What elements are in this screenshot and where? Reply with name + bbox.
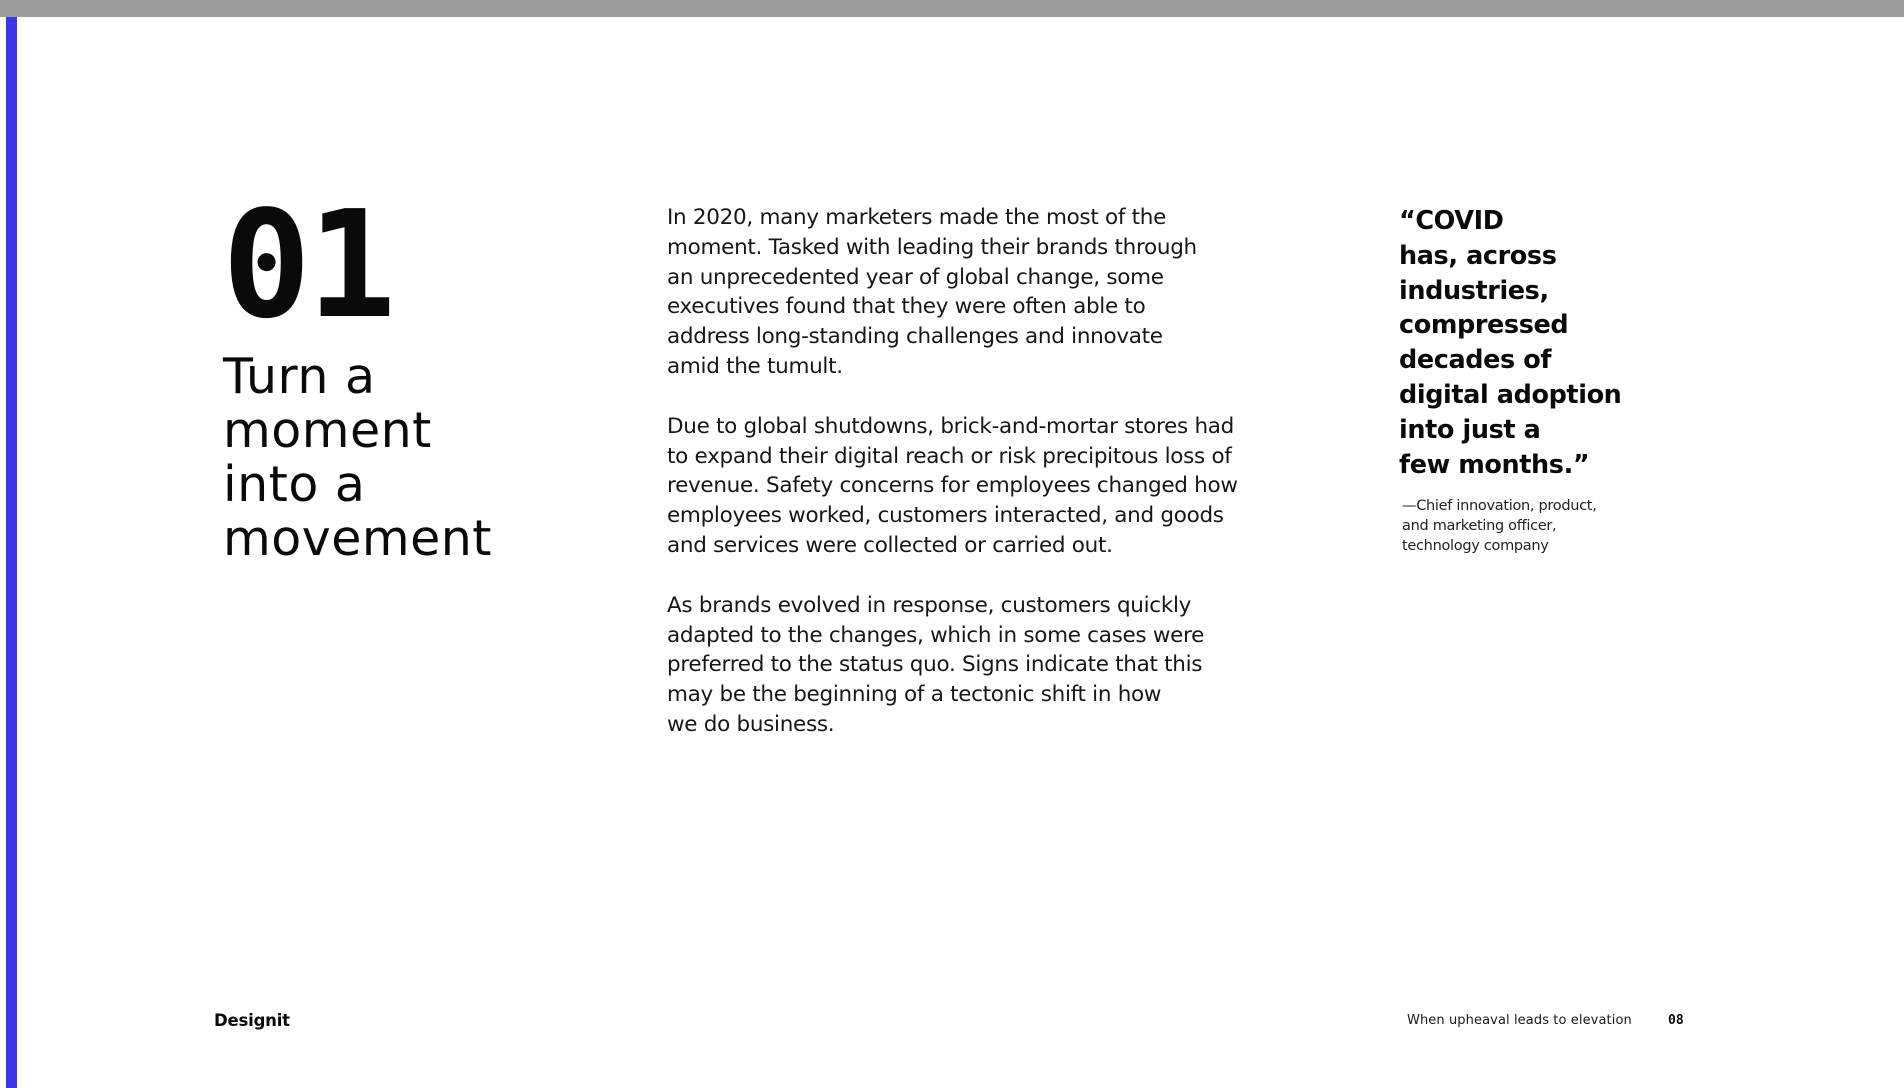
section-title <box>223 350 563 566</box>
pull-quote-block <box>1399 204 1659 556</box>
left-accent-bar <box>6 17 17 1088</box>
body-copy <box>667 203 1257 770</box>
quote-attribution: —Chief innovation, product, and marketing officer, technology company <box>1402 498 1597 555</box>
footer-caption: When upheaval leads to elevation <box>1407 1013 1632 1028</box>
body-paragraph-1: In 2020, many marketers made the most of the moment. Tasked with leading their brands through an unprecedented year of global change, some executives found that they were often able to address long-standing challenges and innovate amid the tumult. <box>667 205 1197 379</box>
body-paragraph-2: Due to global shutdowns, brick-and-mortar stores had to expand their digital reach or risk precipitous loss of revenue. Safety concerns for employees changed how employees worked, customers interacted, and goods and services were collected or carried out. <box>667 413 1238 558</box>
section-number: 01 <box>222 179 393 351</box>
top-bar <box>0 0 1904 17</box>
body-paragraph-3: As brands evolved in response, customers quickly adapted to the changes, which in some cases were preferred to the status quo. Signs indicate that this may be the beginning of a tectonic shift in how we do business. <box>667 592 1205 737</box>
footer-brand-logo: Designit <box>214 1011 290 1030</box>
section-title-text: Turn a moment into a movement <box>223 348 493 567</box>
page-number: 08 <box>1668 1013 1684 1028</box>
pull-quote: “COVID has, across industries, compressed decades of digital adoption into just a few months.” <box>1399 206 1622 480</box>
